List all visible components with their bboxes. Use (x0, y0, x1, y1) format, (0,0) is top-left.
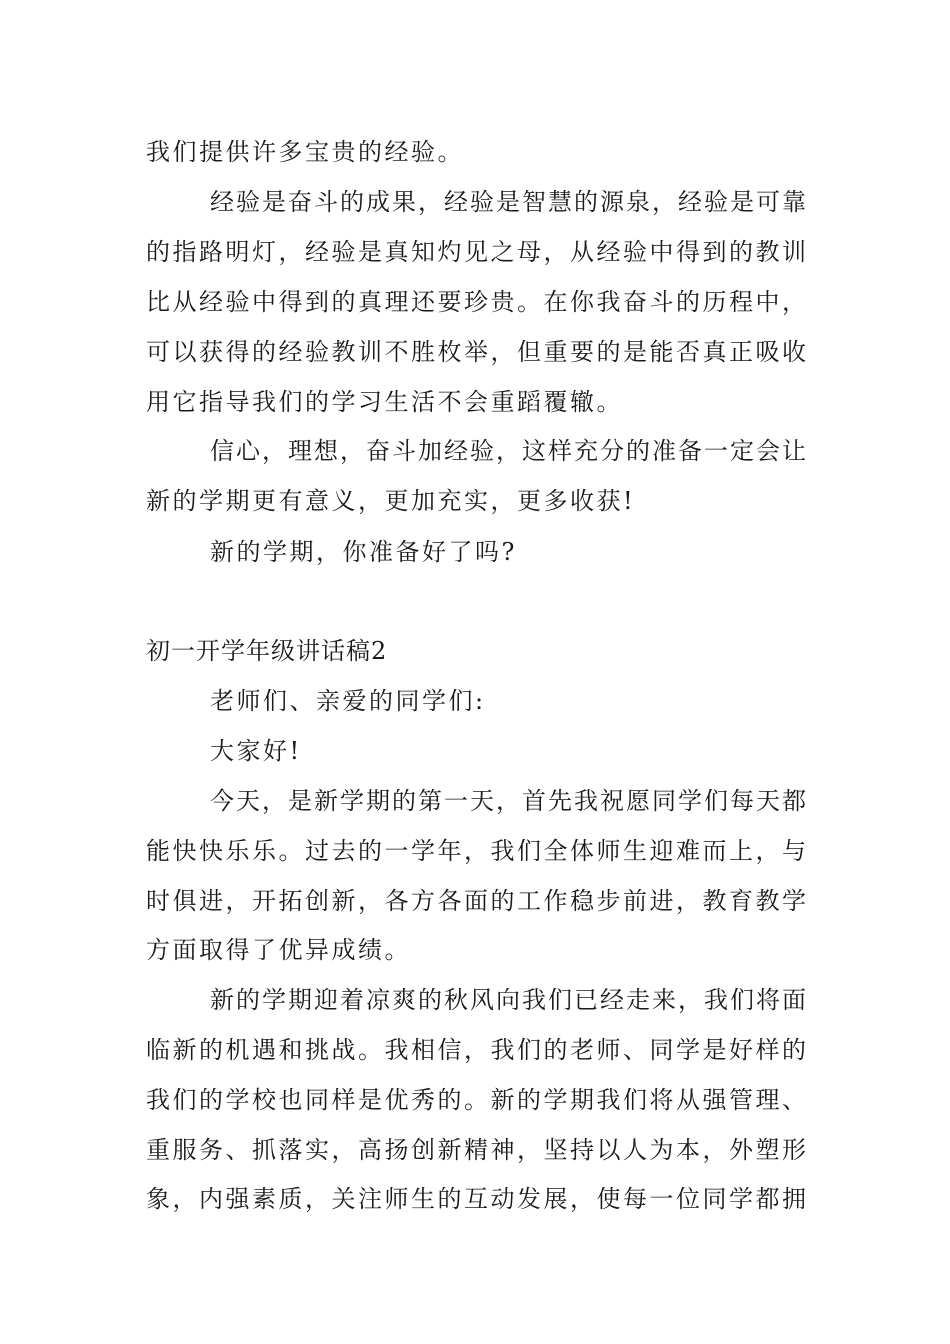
paragraph-line: 我们的学校也同样是优秀的。新的学期我们将从强管理、 (146, 1086, 806, 1114)
salutation: 老师们、亲爱的同学们: (210, 687, 486, 715)
paragraph-line: 比从经验中得到的真理还要珍贵。在你我奋斗的历程中， (146, 288, 806, 316)
paragraph-line: 今天，是新学期的第一天，首先我祝愿同学们每天都 (210, 787, 806, 815)
continuation-line: 我们提供许多宝贵的经验。 (146, 138, 464, 166)
paragraph-line: 重服务、抓落实，高扬创新精神，坚持以人为本，外塑形 (146, 1136, 806, 1164)
paragraph-line: 用它指导我们的学习生活不会重蹈覆辙。 (146, 388, 623, 416)
paragraph-line: 经验是奋斗的成果，经验是智慧的源泉，经验是可靠 (210, 188, 806, 216)
closing-question: 新的学期，你准备好了吗? (210, 538, 517, 566)
paragraph-line: 新的学期迎着凉爽的秋风向我们已经走来，我们将面 (210, 986, 806, 1014)
paragraph-line: 方面取得了优异成绩。 (146, 936, 411, 964)
paragraph-line: 能快快乐乐。过去的一学年，我们全体师生迎难而上，与 (146, 837, 806, 865)
paragraph-line: 的指路明灯，经验是真知灼见之母，从经验中得到的教训 (146, 238, 806, 266)
paragraph-line: 象，内强素质，关注师生的互动发展，使每一位同学都拥 (146, 1185, 806, 1213)
paragraph-line: 时俱进，开拓创新，各方各面的工作稳步前进，教育教学 (146, 887, 806, 915)
paragraph-line: 新的学期更有意义，更加充实，更多收获! (146, 487, 636, 515)
paragraph-line: 可以获得的经验教训不胜枚举，但重要的是能否真正吸收 (146, 338, 806, 366)
section-title: 初一开学年级讲话稿2 (146, 637, 388, 665)
paragraph-line: 临新的机遇和挑战。我相信，我们的老师、同学是好样的 (146, 1036, 806, 1064)
greeting: 大家好! (210, 737, 302, 765)
paragraph-line: 信心，理想，奋斗加经验，这样充分的准备一定会让 (210, 437, 806, 465)
